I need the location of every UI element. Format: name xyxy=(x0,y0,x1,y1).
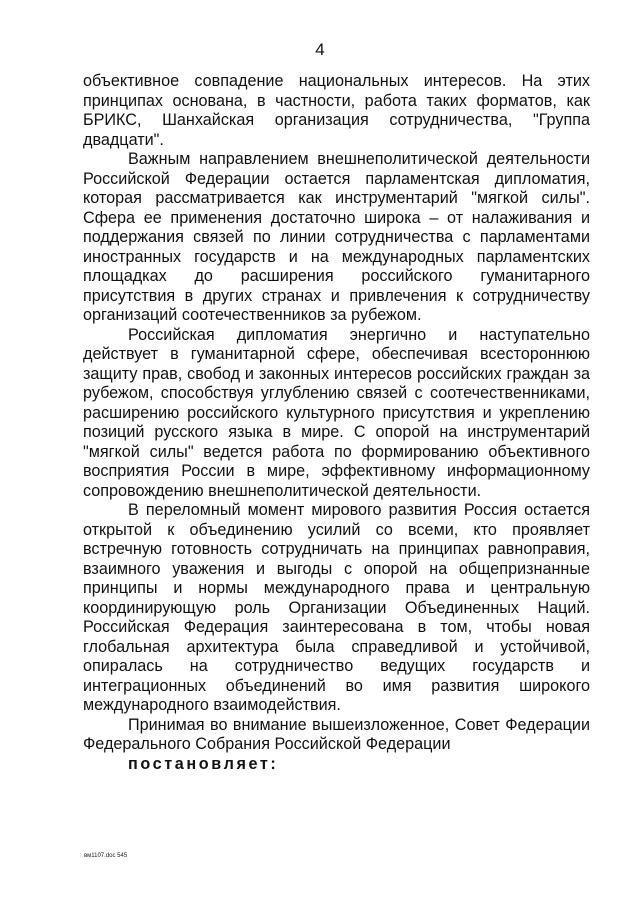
resolution-preamble-text: Принимая во внимание вышеизложенное, Совет Федерации Федерального Собрания Российской Федерации xyxy=(83,715,590,753)
resolution-word: постановляет: xyxy=(128,754,279,773)
footer-file-code: вм1107.doc 545 xyxy=(84,853,128,859)
paragraph-humanitarian-sphere: Российская дипломатия энергично и наступательно действует в гуманитарной сфере, обеспечивая всестороннюю защиту прав, свобод и законных интересов российских граждан за рубежом, способствуя углублению связей с соотечественниками, расширению российского культурного присутствия и укреплению позиций русского языка в мире. С опорой на инструментарий "мягкой силы" ведется работа по формированию объективного восприятия России в мире, эффективному информационному сопровождению внешнеполитической деятельности. xyxy=(83,325,590,500)
paragraph-parliamentary-diplomacy: Важным направлением внешнеполитической деятельности Российской Федерации остается парламентская дипломатия, которая рассматривается как инструментарий "мягкой силы". Сфера ее применения достаточно широка – от налаживания и поддержания связей по линии сотрудничества с парламентами иностранных государств и на международных парламентских площадках до расширения российского гуманитарного присутствия в других странах и привлечения к сотрудничеству организаций соотечественников за рубежом. xyxy=(83,150,590,324)
page-number: 4 xyxy=(315,40,325,59)
paragraph-continuation: объективное совпадение национальных интересов. На этих принципах основана, в частности, работа таких форматов, как БРИКС, Шанхайская организация сотрудничества, "Группа двадцати". xyxy=(83,72,590,149)
document-body xyxy=(83,72,590,774)
paragraph-resolution-preamble xyxy=(83,716,590,775)
paragraph-world-development: В переломный момент мирового развития Россия остается открытой к объединению усилий со всеми, кто проявляет встречную готовность сотрудничать на принципах равноправия, взаимного уважения и выгоды с опорой на общепризнанные принципы и нормы международного права и центральную координирующую роль Организации Объединенных Наций. Российская Федерация заинтересована в том, чтобы новая глобальная архитектура была справедливой и устойчивой, опиралась на сотрудничество ведущих государств и интеграционных объединений во имя развития широкого международного взаимодействия. xyxy=(83,501,590,714)
